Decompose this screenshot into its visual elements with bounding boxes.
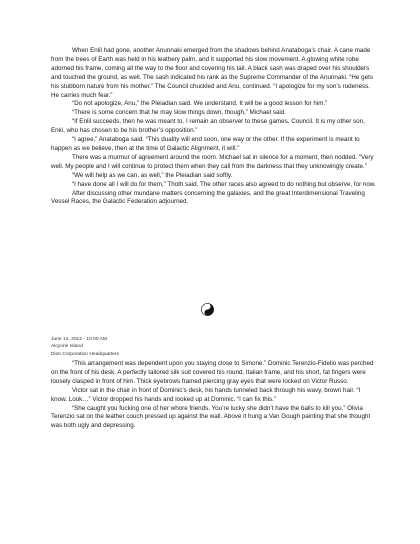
paragraph: “If Enlil succeeds, then he was meant to. I remain an observer to these games, Council. It is my other son, Enki, who has chosen to be his brother’s opposition.” bbox=[51, 118, 365, 135]
section-galactic-council bbox=[51, 47, 377, 207]
paragraph: Victor sat in the chair in front of Dominic’s desk, his hands tunneled back through his wavy, brown hair. “I know. Look…” Victor dropped his hands and looked up at Dominic. “I can fix this.” bbox=[51, 386, 361, 403]
paragraph: “There is some concern that he may slow things down, though,” Michael said. bbox=[72, 109, 286, 117]
dateline bbox=[51, 336, 251, 358]
paragraph: “I have done all I will do for them,” Thoth said. The other races also agreed to do nothing but observe, for now. bbox=[72, 180, 376, 188]
paragraph: There was a murmur of agreement around the room. Michael sat in silence for a moment, then nodded. “Very well. My people and I will continue to protect them when they call from the darkness that they unknowingly create.” bbox=[51, 153, 374, 170]
paragraph: “She caught you fucking one of her whore friends. You’re lucky she didn’t have the balls to kill you.” Olivia Terenzio sat on the leather couch pressed up against the wall. Above it hung a Van Gough painting that she thought was both ugly and depressing. bbox=[51, 404, 371, 430]
paragraph: After discussing other mundane matters concerning the galaxies, and the great Interdimensional Traveling Vessel Races, the Galactic Federation adjourned. bbox=[51, 189, 365, 206]
paragraph: “We will help as we can, as well,” the Pleiadian said softly. bbox=[72, 171, 233, 179]
dateline-date: June 12, 2012 - 10:00 AM bbox=[51, 337, 108, 342]
paragraph: “I agree,” Anataboga said. “This duality will end soon, one way or the other. If the experiment is meant to happen as we believe, then at the time of Galactic Alignment, it will.” bbox=[51, 136, 360, 152]
section-dion-corporation bbox=[51, 360, 377, 431]
paragraph: When Enlil had gone, another Anunnaki emerged from the shadows behind Anataboga’s chair. A cane made from the trees of Earth was held in his leathery palm, and it supported his slow movement. A glowing white robe adorned his frame, coming all the way to the floor and covering his tail. A black sash was draped over his shoulders and touched the ground, as well. The sash indicated his rank as the Supreme Commander of the Anunnaki. “He gets his stubborn nature from his mother.” The Council chuckled and Anu, continued. “I apologize for my son’s rudeness. He carries much fear.” bbox=[51, 47, 373, 99]
dateline-location: Dion Corporation Headquarters bbox=[51, 351, 119, 357]
paragraph: “Do not apologize, Anu,” the Pleiadian said. We understand. It will be a good lesson for him.” bbox=[72, 100, 328, 108]
paragraph: “This arrangement was dependent upon you staying close to Simone.” Dominic Terenzio-Fidelio was perched on the front of his desk. A perfectly tailored silk suit covered his round, Italian frame, and his short, fat fingers were loosely clasped in front of him. Thick eyebrows framed piercing gray eyes that were locked on Victor Russo. bbox=[51, 360, 374, 385]
dateline-place: Alcyone Island bbox=[51, 344, 83, 350]
yin-yang-icon bbox=[201, 303, 214, 316]
